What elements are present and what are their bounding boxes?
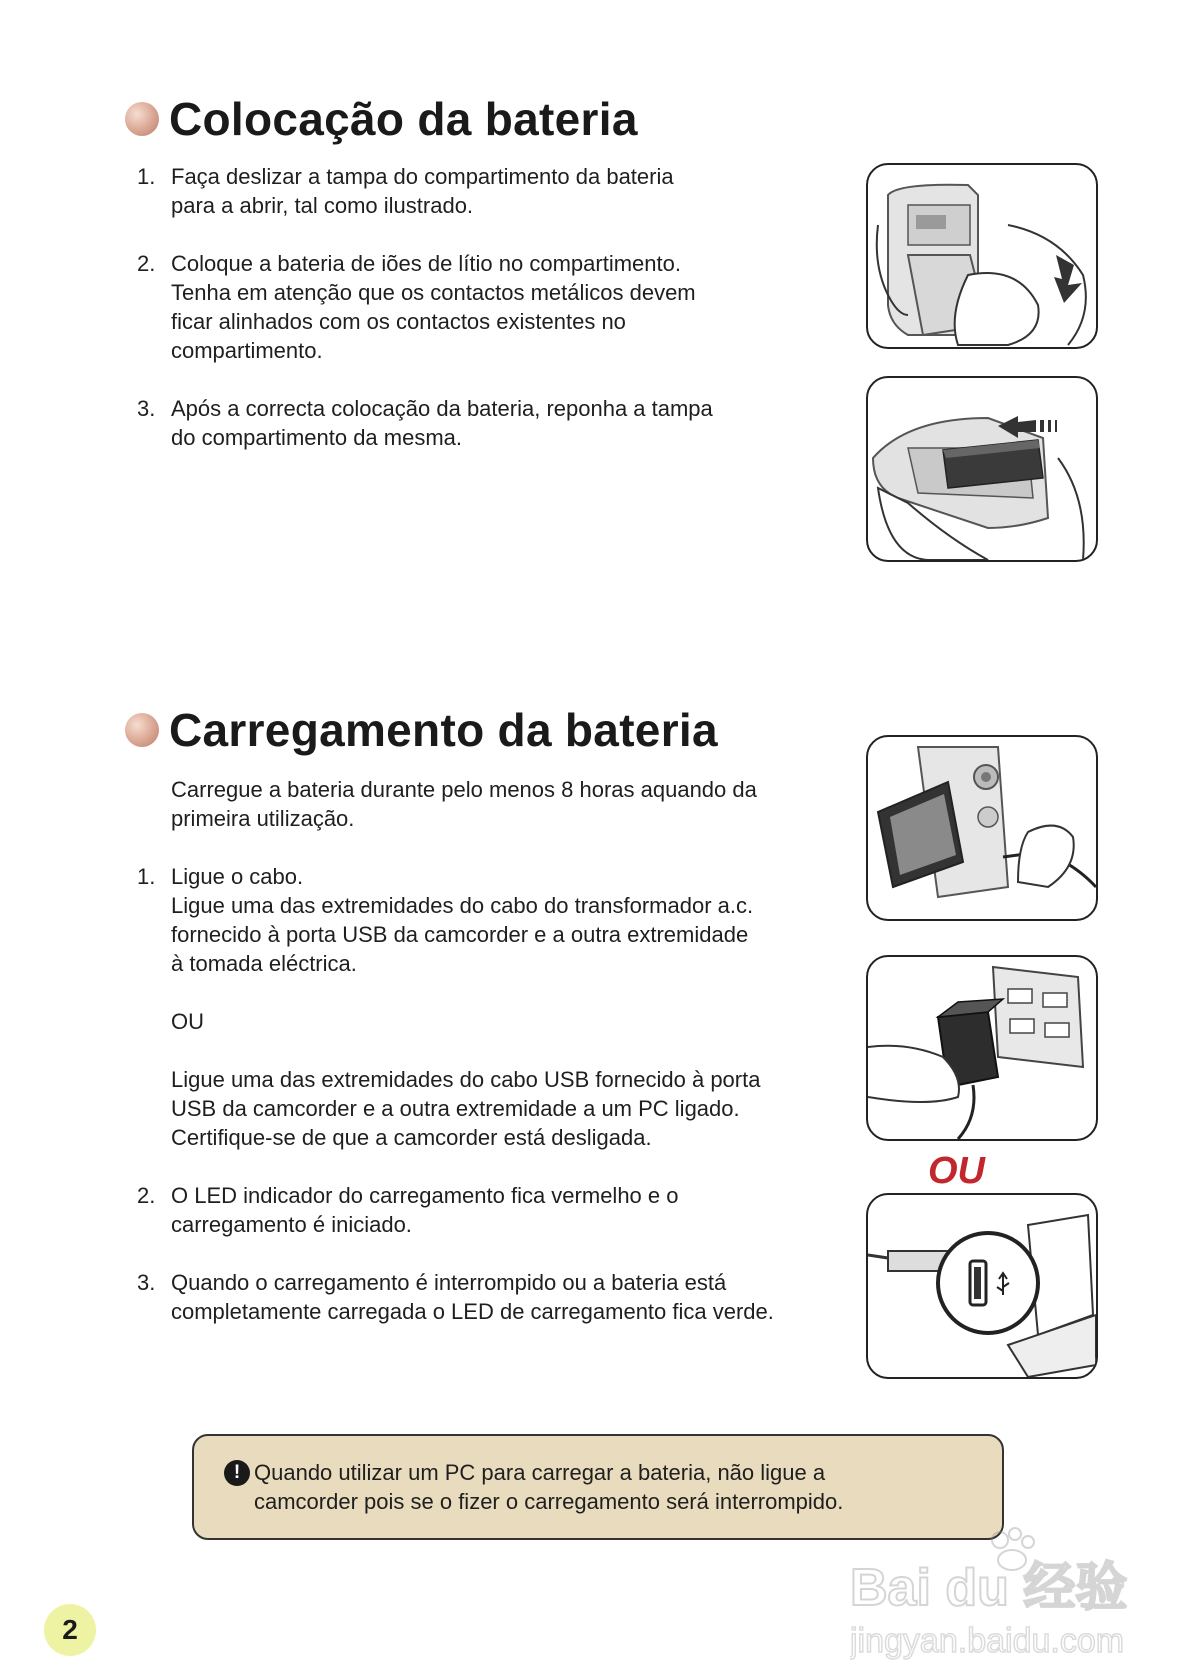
illustration-wall-adapter	[866, 955, 1098, 1141]
intro-paragraph: Carregue a bateria durante pelo menos 8 horas aquando da primeira utilização.	[171, 777, 757, 831]
illustration-camcorder-cable	[866, 735, 1098, 921]
camcorder-usb-drawing	[868, 737, 1096, 919]
list-item: 2. O LED indicador do carregamento fica vermelho e o carregamento é iniciado.	[137, 1183, 679, 1237]
or-text: OU	[171, 1009, 204, 1034]
heading-bullet-icon	[125, 713, 159, 747]
list-item: 1. Ligue o cabo. Ligue uma das extremidades do cabo do transformador a.c. fornecido à porta USB da camcorder e a outra extremidade à tomada eléctrica. OU Ligue uma das extremidades do cabo USB fornecido à porta USB da camcorder e a outra extremidade a um PC ligado. Certifique-se de que a camcorder está desligada.	[135, 862, 855, 1152]
section-heading-battery-insertion	[125, 92, 638, 146]
illustration-open-battery-cover	[866, 163, 1098, 349]
note-line: camcorder pois se o fizer o carregamento será interrompido.	[254, 1489, 844, 1514]
battery-insertion-steps	[135, 162, 775, 481]
list-item: 3. Após a correcta colocação da bateria, reponha a tampa do compartimento da mesma.	[137, 396, 713, 450]
section-title: Carregamento da bateria	[169, 704, 718, 756]
illustration-pc-usb	[866, 1193, 1098, 1379]
list-item: 3. Quando o carregamento é interrompido ou a bateria está completamente carregada o LED de carregamento fica verde.	[137, 1270, 774, 1324]
pc-usb-drawing	[868, 1195, 1096, 1377]
section-heading-battery-charging	[125, 703, 718, 757]
list-item: 2. Coloque a bateria de iões de lítio no compartimento. Tenha em atenção que os contactos metálicos devem ficar alinhados com os contactos existentes no compartimento.	[137, 251, 696, 363]
ac-adapter-drawing	[868, 957, 1096, 1139]
heading-bullet-icon	[125, 102, 159, 136]
section-title: Colocação da bateria	[169, 93, 638, 145]
baidu-watermark-logo	[850, 1520, 1150, 1660]
battery-insert-drawing	[868, 378, 1096, 560]
list-item: 1. Faça deslizar a tampa do compartimento da bateria para a abrir, tal como ilustrado.	[137, 164, 674, 218]
page-number: 2	[44, 1604, 96, 1656]
svg-text:Bai du 经验: Bai du 经验	[850, 1559, 1128, 1617]
camcorder-cover-drawing	[868, 165, 1096, 347]
svg-text:jingyan.baidu.com: jingyan.baidu.com	[850, 1622, 1125, 1660]
exclamation-icon: !	[224, 1460, 250, 1486]
or-label: OU	[928, 1150, 985, 1192]
illustration-insert-battery	[866, 376, 1098, 562]
battery-charging-text	[135, 775, 855, 1355]
note-line: Quando utilizar um PC para carregar a bateria, não ligue a	[254, 1460, 826, 1485]
